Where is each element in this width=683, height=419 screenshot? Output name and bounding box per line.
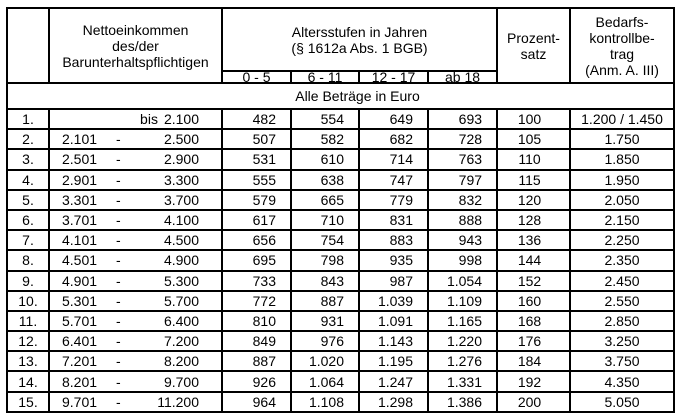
income-range [49, 311, 222, 331]
amount-age-6-11: 887 [291, 291, 359, 311]
header-income-line: Nettoeinkommen [82, 21, 189, 38]
amount-age-12-17: 1.143 [359, 331, 428, 351]
table-row [7, 271, 674, 291]
percent-value: 192 [497, 371, 570, 391]
amount-age-12-17: 1.298 [359, 392, 428, 412]
income-from: 6.401 [62, 333, 98, 350]
income-range [49, 271, 222, 291]
amount-age-0-5: 810 [222, 311, 291, 331]
income-range [49, 230, 222, 250]
row-number: 8. [7, 250, 49, 270]
row-number: 13. [7, 351, 49, 371]
amount-age-12-17: 1.247 [359, 371, 428, 391]
income-range-content [50, 232, 221, 248]
income-range-content [50, 273, 221, 289]
table-row [7, 351, 674, 371]
amount-age-12-17: 1.195 [359, 351, 428, 371]
income-range-content [50, 172, 221, 188]
income-to: 11.200 [157, 393, 199, 410]
amount-age-18: 1.109 [428, 291, 497, 311]
control-amount-value: 5.050 [570, 392, 674, 412]
percent-value: 144 [497, 250, 570, 270]
header-age-group-cell [222, 8, 497, 71]
amount-age-18: 728 [428, 129, 497, 149]
amount-age-18: 1.276 [428, 351, 497, 371]
income-range-content [50, 374, 221, 390]
control-amount-value: 1.750 [570, 129, 674, 149]
amount-age-0-5: 555 [222, 170, 291, 190]
header-row-main [7, 8, 674, 71]
income-separator: - [116, 292, 121, 309]
header-age-group-line: (§ 1612a Abs. 1 BGB) [291, 39, 428, 56]
control-amount-value: 3.250 [570, 331, 674, 351]
table-row [7, 250, 674, 270]
percent-value: 176 [497, 331, 570, 351]
amount-age-18: 998 [428, 250, 497, 270]
row-number: 7. [7, 230, 49, 250]
income-separator: - [116, 353, 121, 370]
income-range-content [50, 212, 221, 228]
table-row [7, 149, 674, 169]
amount-age-18: 888 [428, 210, 497, 230]
support-table [6, 7, 675, 413]
income-from: 4.901 [62, 272, 98, 289]
income-separator: - [116, 393, 121, 410]
header-percent-line: satz [520, 45, 547, 62]
row-number: 14. [7, 371, 49, 391]
amount-age-12-17: 883 [359, 230, 428, 250]
amount-age-18: 1.054 [428, 271, 497, 291]
amount-age-6-11: 665 [291, 190, 359, 210]
control-amount-value: 2.050 [570, 190, 674, 210]
row-number: 2. [7, 129, 49, 149]
amount-age-18: 1.165 [428, 311, 497, 331]
income-separator: - [116, 312, 121, 329]
percent-value: 128 [497, 210, 570, 230]
income-to: 4.500 [163, 232, 199, 249]
income-from: 2.901 [62, 171, 98, 188]
header-nr-cell [7, 8, 49, 83]
amount-age-0-5: 482 [222, 109, 291, 129]
table-row [7, 392, 674, 412]
income-from: 9.701 [62, 393, 98, 410]
table-body [7, 109, 674, 412]
income-range [49, 250, 222, 270]
header-age-6-11: 6 - 11 [291, 71, 359, 83]
income-range [49, 210, 222, 230]
header-income-line: Barunterhaltspflichtigen [62, 53, 209, 70]
amount-age-18: 943 [428, 230, 497, 250]
income-separator: - [116, 272, 121, 289]
amount-age-0-5: 579 [222, 190, 291, 210]
percent-value: 120 [497, 190, 570, 210]
row-number: 15. [7, 392, 49, 412]
amount-age-12-17: 779 [359, 190, 428, 210]
income-to: 5.700 [163, 292, 199, 309]
header-control-amount-cell [570, 8, 674, 83]
amount-age-6-11: 610 [291, 149, 359, 169]
income-separator: - [116, 232, 121, 249]
amount-age-6-11: 931 [291, 311, 359, 331]
income-from: 2.101 [62, 131, 98, 148]
percent-value: 136 [497, 230, 570, 250]
income-from: 3.301 [62, 191, 98, 208]
amount-age-18: 832 [428, 190, 497, 210]
amount-age-6-11: 754 [291, 230, 359, 250]
control-amount-value: 1.850 [570, 149, 674, 169]
amount-age-0-5: 531 [222, 149, 291, 169]
income-range [49, 109, 222, 129]
amount-age-6-11: 798 [291, 250, 359, 270]
income-from: 5.701 [62, 312, 98, 329]
income-separator: - [116, 131, 121, 148]
row-number: 3. [7, 149, 49, 169]
amount-age-0-5: 617 [222, 210, 291, 230]
header-age-0-5: 0 - 5 [222, 71, 291, 83]
header-control-amount-line: kontrollbe- [589, 29, 655, 46]
unit-note: Alle Beträge in Euro [7, 83, 674, 109]
income-from: 4.101 [62, 232, 98, 249]
income-range-content [50, 131, 221, 147]
amount-age-18: 797 [428, 170, 497, 190]
control-amount-value: 4.350 [570, 371, 674, 391]
income-range-content [50, 353, 221, 369]
table-row [7, 170, 674, 190]
table-row [7, 109, 674, 129]
income-from: 8.201 [62, 373, 98, 390]
table-header [7, 8, 674, 109]
income-range [49, 291, 222, 311]
control-amount-value: 2.450 [570, 271, 674, 291]
table-row [7, 190, 674, 210]
table-row [7, 291, 674, 311]
row-number: 1. [7, 109, 49, 129]
percent-value: 110 [497, 149, 570, 169]
percent-value: 200 [497, 392, 570, 412]
table-row [7, 331, 674, 351]
control-amount-value: 2.850 [570, 311, 674, 331]
row-number: 5. [7, 190, 49, 210]
income-range-content [50, 151, 221, 167]
amount-age-12-17: 987 [359, 271, 428, 291]
income-range-content [50, 333, 221, 349]
table-row [7, 129, 674, 149]
amount-age-18: 1.220 [428, 331, 497, 351]
income-separator: - [116, 252, 121, 269]
amount-age-12-17: 682 [359, 129, 428, 149]
income-to: 5.300 [163, 272, 199, 289]
income-range [49, 371, 222, 391]
amount-age-12-17: 649 [359, 109, 428, 129]
control-amount-value: 1.950 [570, 170, 674, 190]
income-range-content [50, 313, 221, 329]
unit-note-row [7, 83, 674, 109]
percent-value: 115 [497, 170, 570, 190]
control-amount-value: 3.750 [570, 351, 674, 371]
amount-age-12-17: 935 [359, 250, 428, 270]
amount-age-0-5: 772 [222, 291, 291, 311]
income-separator: - [116, 171, 121, 188]
percent-value: 105 [497, 129, 570, 149]
income-from: 7.201 [62, 353, 98, 370]
header-control-amount-line: trag [609, 45, 635, 62]
amount-age-6-11: 1.020 [291, 351, 359, 371]
row-number: 10. [7, 291, 49, 311]
amount-age-12-17: 831 [359, 210, 428, 230]
row-number: 11. [7, 311, 49, 331]
amount-age-12-17: 714 [359, 149, 428, 169]
header-age-group-line: Altersstufen in Jahren [291, 23, 428, 40]
amount-age-0-5: 849 [222, 331, 291, 351]
income-from: 5.301 [62, 292, 98, 309]
amount-age-6-11: 976 [291, 331, 359, 351]
amount-age-12-17: 1.039 [359, 291, 428, 311]
header-percent-cell [497, 8, 570, 83]
row-number: 12. [7, 331, 49, 351]
row-number: 4. [7, 170, 49, 190]
income-to: 9.700 [163, 373, 199, 390]
control-amount-value: 2.250 [570, 230, 674, 250]
income-to: 3.300 [163, 171, 199, 188]
row-number: 6. [7, 210, 49, 230]
control-amount-value: 2.350 [570, 250, 674, 270]
table-row [7, 311, 674, 331]
income-range [49, 170, 222, 190]
amount-age-6-11: 710 [291, 210, 359, 230]
amount-age-6-11: 1.108 [291, 392, 359, 412]
row-number: 9. [7, 271, 49, 291]
income-to: 3.700 [163, 191, 199, 208]
header-percent-line: Prozent- [507, 29, 560, 46]
amount-age-6-11: 843 [291, 271, 359, 291]
control-amount-value: 2.150 [570, 210, 674, 230]
header-income-cell [49, 8, 222, 83]
percent-value: 184 [497, 351, 570, 371]
income-separator: - [116, 212, 121, 229]
income-from: 4.501 [62, 252, 98, 269]
income-range-content [50, 192, 221, 208]
header-income-line: des/der [112, 37, 159, 54]
income-to: 6.400 [163, 312, 199, 329]
amount-age-12-17: 747 [359, 170, 428, 190]
amount-age-6-11: 554 [291, 109, 359, 129]
income-to: 4.900 [163, 252, 199, 269]
table-row [7, 371, 674, 391]
amount-age-18: 763 [428, 149, 497, 169]
income-to: 2.500 [163, 131, 199, 148]
income-separator: - [116, 191, 121, 208]
amount-age-0-5: 507 [222, 129, 291, 149]
header-age-12-17: 12 - 17 [359, 71, 428, 83]
income-range [49, 392, 222, 412]
income-from: 3.701 [62, 212, 98, 229]
control-amount-value: 1.200 / 1.450 [570, 109, 674, 129]
percent-value: 168 [497, 311, 570, 331]
income-to: 7.200 [163, 333, 199, 350]
income-from: 2.501 [62, 151, 98, 168]
amount-age-0-5: 733 [222, 271, 291, 291]
amount-age-18: 1.386 [428, 392, 497, 412]
amount-age-0-5: 656 [222, 230, 291, 250]
income-separator: - [116, 373, 121, 390]
income-range [49, 351, 222, 371]
income-range [49, 190, 222, 210]
amount-age-6-11: 638 [291, 170, 359, 190]
amount-age-0-5: 887 [222, 351, 291, 371]
income-range [49, 149, 222, 169]
income-range-content [50, 293, 221, 309]
income-range [49, 129, 222, 149]
amount-age-0-5: 926 [222, 371, 291, 391]
control-amount-value: 2.550 [570, 291, 674, 311]
table-row [7, 230, 674, 250]
percent-value: 160 [497, 291, 570, 311]
percent-value: 152 [497, 271, 570, 291]
amount-age-18: 1.331 [428, 371, 497, 391]
income-to: 2.900 [163, 151, 199, 168]
amount-age-0-5: 964 [222, 392, 291, 412]
amount-age-0-5: 695 [222, 250, 291, 270]
percent-value: 100 [497, 109, 570, 129]
income-separator: - [116, 333, 121, 350]
income-to: 4.100 [163, 212, 199, 229]
header-control-amount-line: (Anm. A. III) [585, 61, 659, 78]
income-range-content [50, 394, 221, 410]
amount-age-12-17: 1.091 [359, 311, 428, 331]
header-age-18: ab 18 [428, 71, 497, 83]
income-range-content [50, 111, 221, 127]
income-separator: bis [140, 111, 158, 128]
income-range-content [50, 252, 221, 268]
amount-age-18: 693 [428, 109, 497, 129]
income-separator: - [116, 151, 121, 168]
income-to: 2.100 [163, 111, 199, 128]
header-control-amount-line: Bedarfs- [595, 13, 649, 30]
income-range [49, 331, 222, 351]
amount-age-6-11: 1.064 [291, 371, 359, 391]
income-to: 8.200 [163, 353, 199, 370]
table-row [7, 210, 674, 230]
amount-age-6-11: 582 [291, 129, 359, 149]
